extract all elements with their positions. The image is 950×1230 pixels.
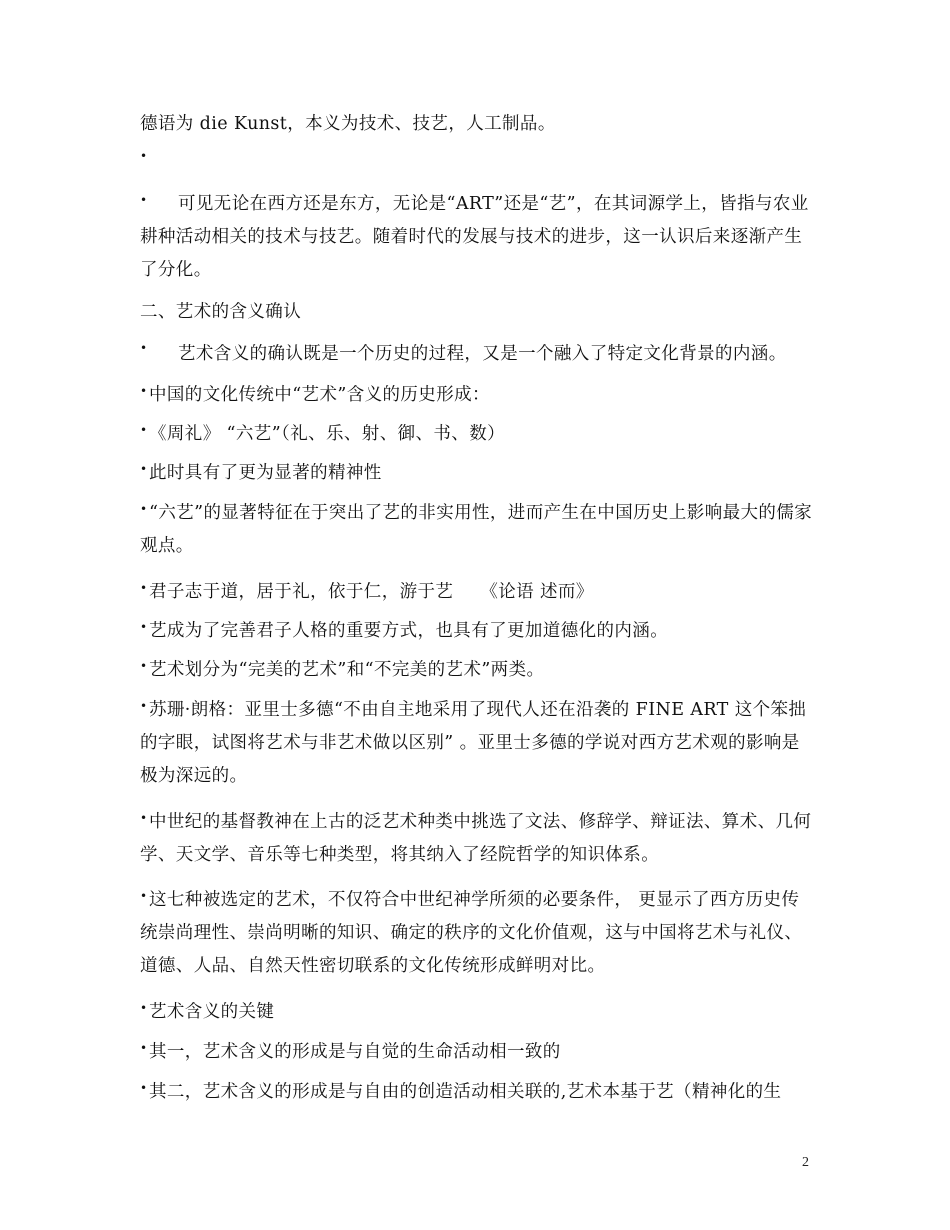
paragraph-second-point: 其二，艺术含义的形成是与自由的创造活动相关联的,艺术本基于艺（精神化的生 bbox=[149, 1082, 782, 1102]
paragraph-moral-connotation: 艺成为了完善君子人格的重要方式，也具有了更加道德化的内涵。 bbox=[149, 621, 669, 641]
paragraph-medieval-seven-arts: 中世纪的基督教神在上古的泛艺术种类中挑选了文法、修辞学、辩证法、算术、几何学、天文学、音乐等七种类型，将其纳入了经院哲学的知识体系。 bbox=[140, 812, 812, 865]
bullet-p2: • bbox=[140, 193, 148, 207]
bullet-p9: • bbox=[140, 620, 148, 634]
bullet-p3: • bbox=[140, 341, 148, 355]
page-number: 2 bbox=[802, 1155, 809, 1170]
paragraph-confirmation: 艺术含义的确认既是一个历史的过程，又是一个融入了特定文化背景的内涵。 bbox=[178, 344, 787, 364]
paragraph-chinese-tradition: 中国的文化传统中“艺术”含义的历史形成： bbox=[149, 385, 490, 405]
bullet-p14: • bbox=[140, 1001, 148, 1015]
bullet-p15: • bbox=[140, 1041, 148, 1055]
bullet-p4: • bbox=[140, 384, 148, 398]
paragraph-six-arts: “六艺”的显著特征在于突出了艺的非实用性，进而产生在中国历史上影响最大的儒家观点。 bbox=[140, 503, 813, 556]
paragraph-german-kunst: 德语为 die Kunst，本义为技术、技艺，人工制品。 bbox=[140, 114, 556, 134]
bullet-p12: • bbox=[140, 811, 148, 825]
bullet-p11: • bbox=[140, 699, 148, 713]
bullet-p13: • bbox=[140, 889, 148, 903]
section-heading-art-meaning: 二、艺术的含义确认 bbox=[140, 302, 302, 322]
paragraph-key-of-meaning: 艺术含义的关键 bbox=[149, 1002, 275, 1022]
bullet-p16: • bbox=[140, 1081, 148, 1095]
paragraph-spirituality: 此时具有了更为显著的精神性 bbox=[149, 463, 382, 483]
paragraph-first-point: 其一，艺术含义的形成是与自觉的生命活动相一致的 bbox=[149, 1042, 561, 1062]
paragraph-analects-quote: 君子志于道，居于礼，依于仁，游于艺 《论语 述而》 bbox=[149, 582, 594, 602]
paragraph-zhouli: 《周礼》 “六艺”（礼、乐、射、御、书、数） bbox=[149, 424, 506, 444]
paragraph-perfect-imperfect: 艺术划分为“完美的艺术”和“不完美的艺术”两类。 bbox=[149, 660, 545, 680]
paragraph-susanne-langer: 苏珊·朗格：亚里士多德“不由自主地采用了现代人还在沿袭的 FINE ART 这个笨拙的字眼，试图将艺术与非艺术做以区别” 。亚里士多德的学说对西方艺术观的影响是极为深远的。 bbox=[140, 700, 807, 786]
bullet-p6: • bbox=[140, 462, 148, 476]
paragraph-etymology: 可见无论在西方还是东方，无论是“ART”还是“艺”，在其词源学上，皆指与农业耕种活动相关的技术与技艺。随着时代的发展与技术的进步，这一认识后来逐渐产生了分化。 bbox=[140, 194, 809, 280]
bullet-empty: • bbox=[140, 149, 148, 163]
bullet-p7: • bbox=[140, 502, 148, 516]
bullet-p8: • bbox=[140, 581, 148, 595]
paragraph-western-vs-chinese: 这七种被选定的艺术，不仅符合中世纪神学所须的必要条件， 更显示了西方历史传统崇尚理性、崇尚明晰的知识、确定的秩序的文化价值观，这与中国将艺术与礼仪、道德、人品、自然天性密切联系的文化传统形成鲜明对比。 bbox=[140, 890, 803, 976]
bullet-p5: • bbox=[140, 423, 148, 437]
bullet-p10: • bbox=[140, 659, 148, 673]
